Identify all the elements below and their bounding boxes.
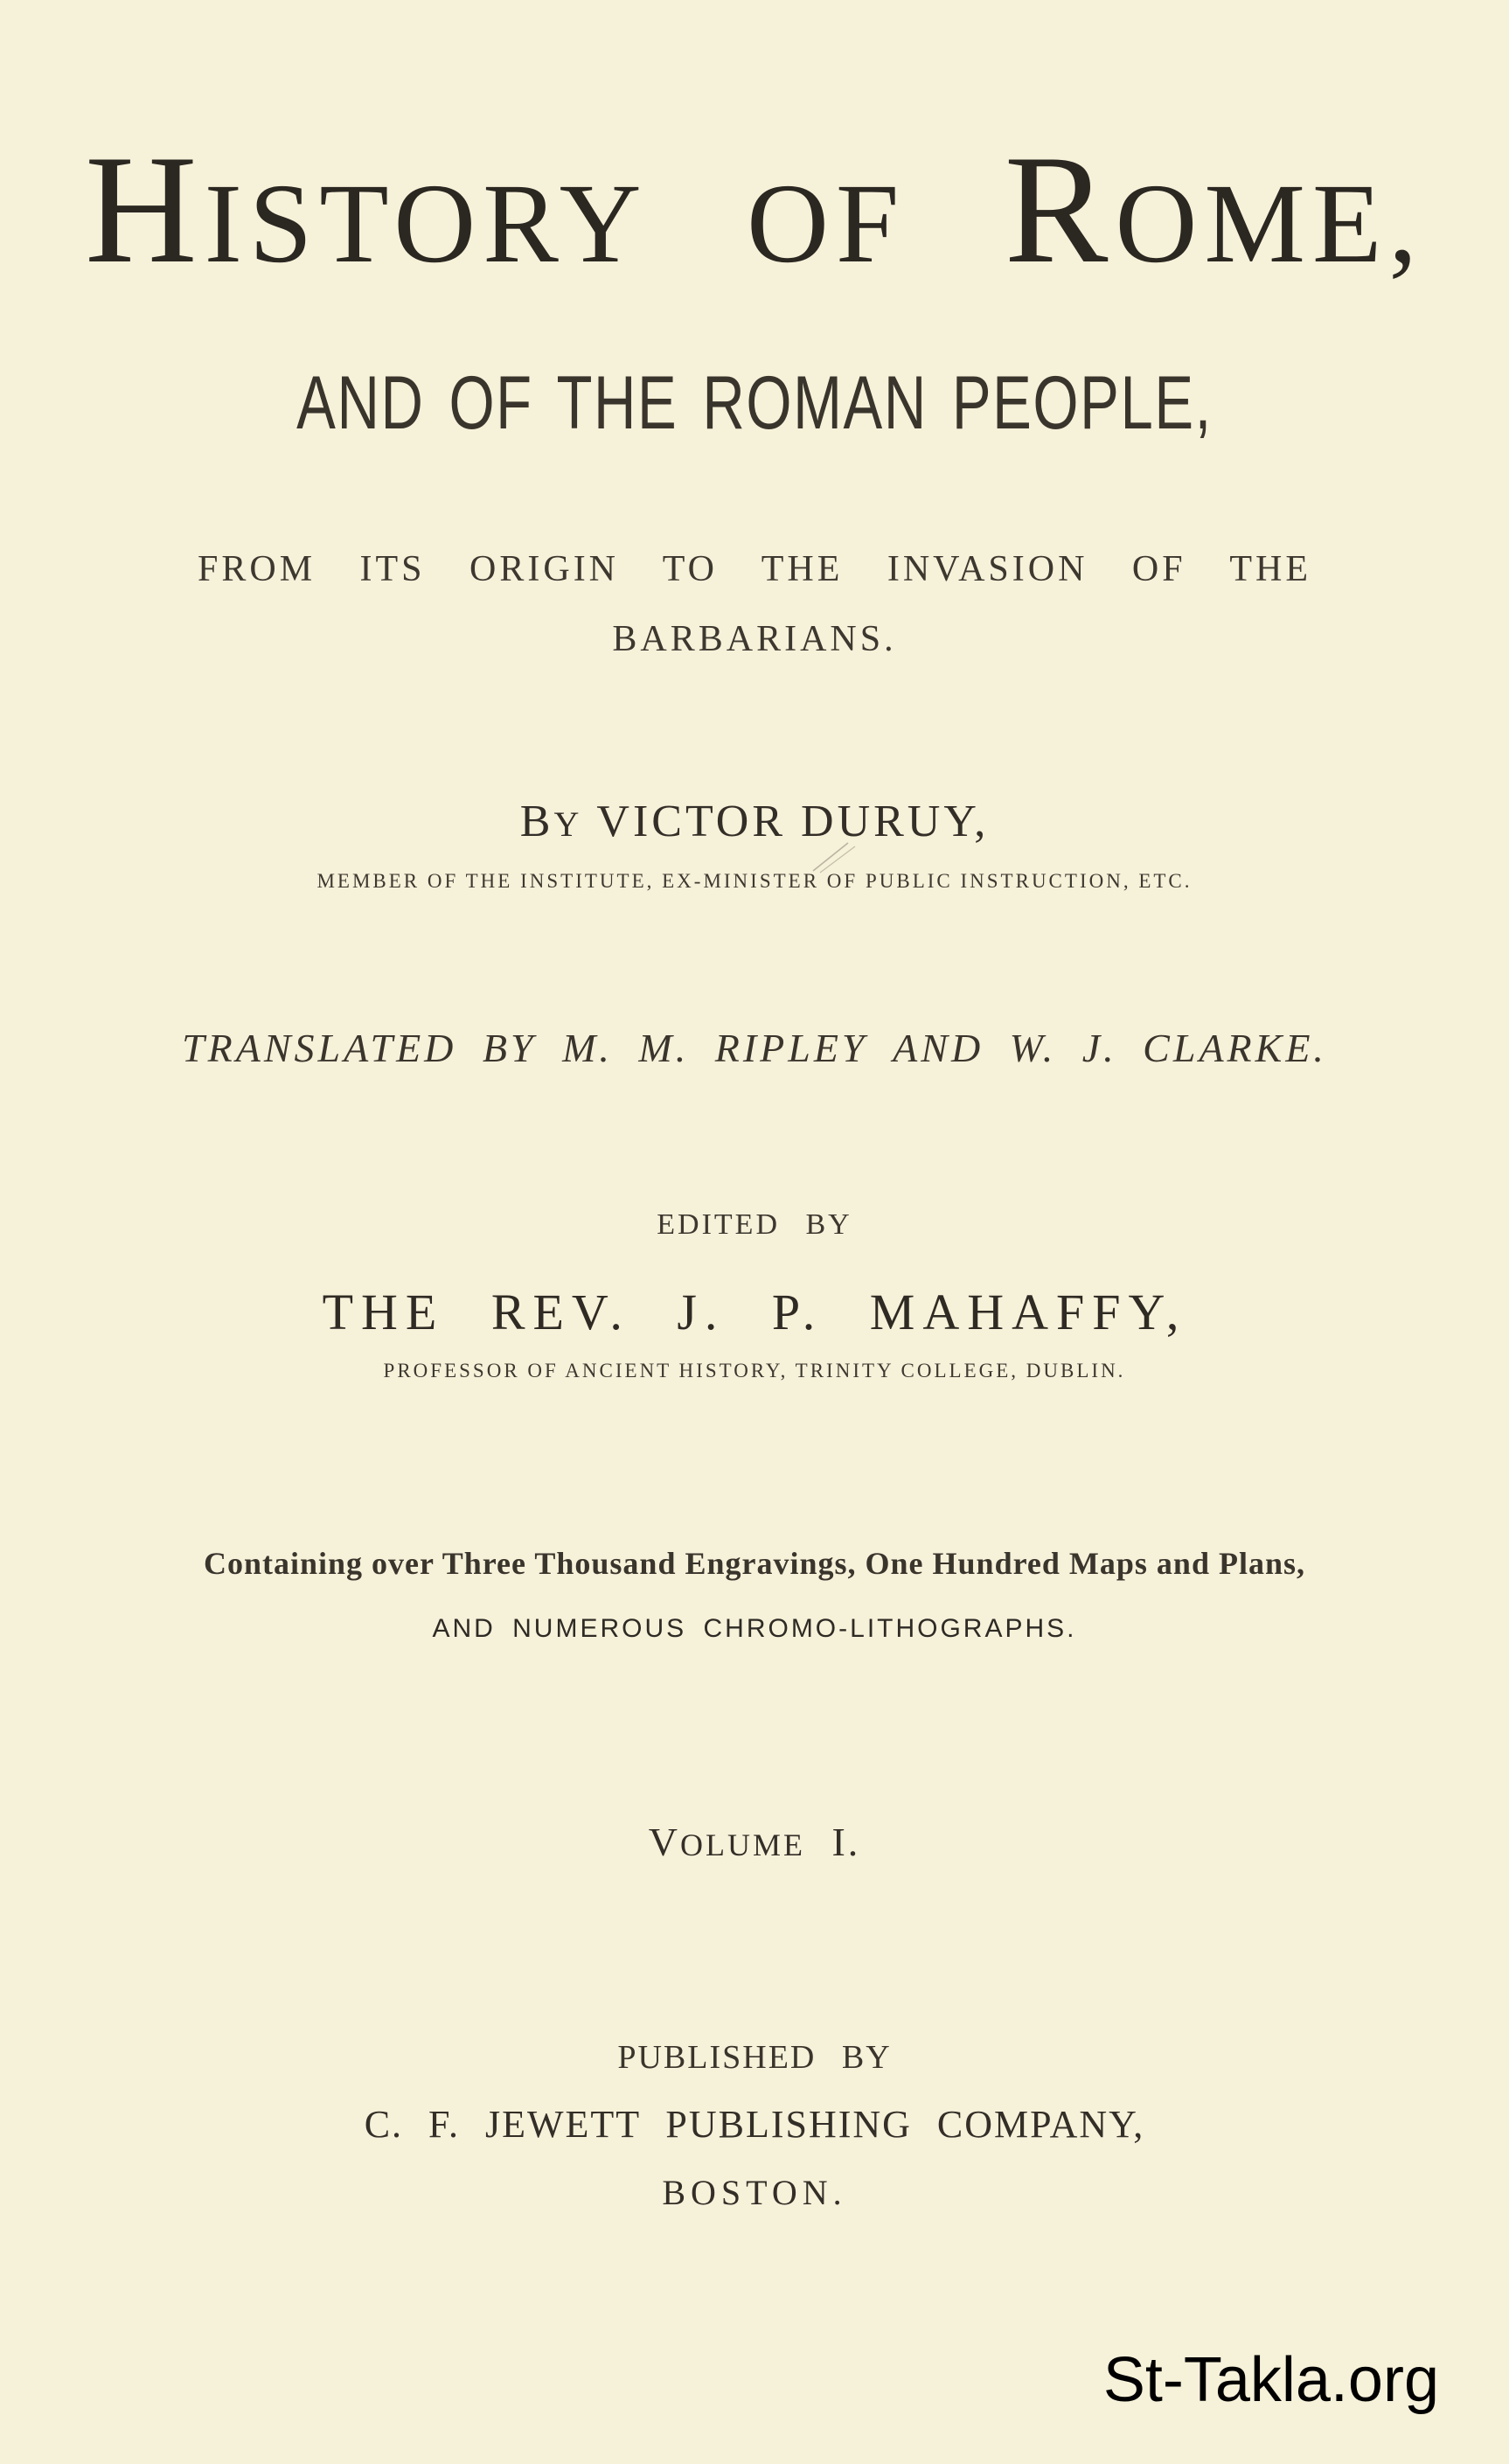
contents-blackletter-line: Containing over Three Thousand Engravings, One Hundred Maps and Plans, [203,1546,1305,1581]
publisher-city: BOSTON. [662,2173,847,2212]
published-by-label: PUBLISHED BY [617,2039,892,2076]
author-by-initial: B [519,797,554,846]
site-watermark: St-Takla.org [1102,2345,1439,2415]
title-word-of: OF [747,161,907,287]
origin-line-2: BARBARIANS. [612,619,897,659]
translators-line: TRANSLATED BY M. M. RIPLEY AND W. J. CLARKE. [182,1026,1327,1070]
author-description: MEMBER OF THE INSTITUTE, EX-MINISTER OF PUBLIC INSTRUCTION, ETC. [316,870,1193,892]
pencil-mark [806,839,859,874]
editor-description: PROFESSOR OF ANCIENT HISTORY, TRINITY COLLEGE, DUBLIN. [383,1360,1126,1382]
author-by-rest: Y [553,804,583,844]
volume-number: I. [831,1820,861,1864]
book-title [0,122,1509,296]
volume-rest: OLUME [679,1827,805,1862]
origin-line-1: FROM ITS ORIGIN TO THE INVASION OF THE [197,549,1312,589]
volume-label [0,1822,1509,1862]
volume-initial: V [648,1820,680,1864]
editor-name: THE REV. J. P. MAHAFFY, [322,1284,1187,1340]
book-subtitle: AND OF THE ROMAN PEOPLE, [296,361,1213,445]
author-line [0,799,1509,845]
title-word-history-rest: ISTORY [204,161,649,287]
title-initial-r: R [1004,122,1116,296]
title-initial-h: H [85,122,205,296]
title-word-rome-rest: OME, [1115,161,1424,287]
author-name: VICTOR DURUY, [596,797,990,846]
publisher-name: C. F. JEWETT PUBLISHING COMPANY, [364,2103,1145,2146]
edited-by-label: EDITED BY [657,1208,852,1241]
contents-chromolithographs-line: AND NUMEROUS CHROMO-LITHOGRAPHS. [432,1614,1077,1643]
